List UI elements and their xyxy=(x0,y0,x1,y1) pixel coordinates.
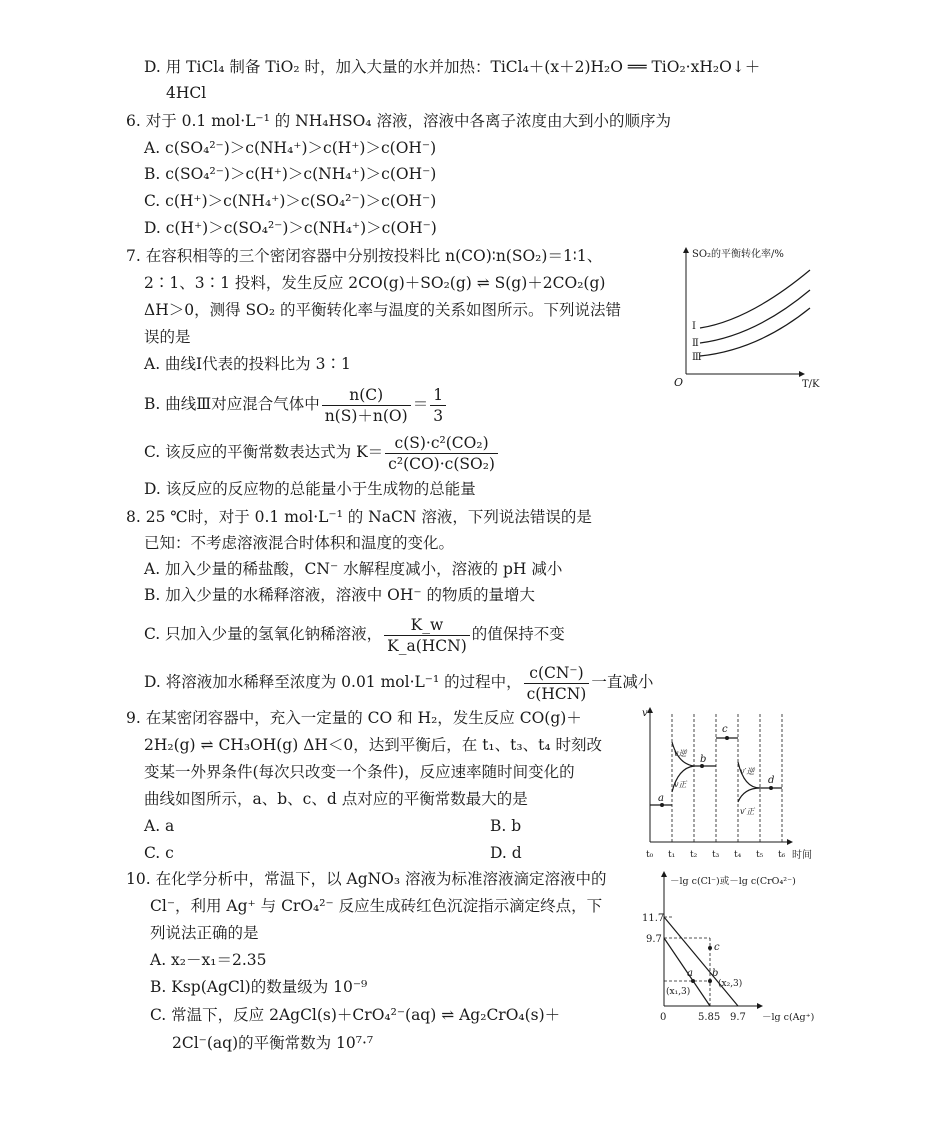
q8-option-c-fraction xyxy=(384,615,470,656)
q9-point-b-label: b xyxy=(700,754,707,765)
q9-option-c: C. c xyxy=(144,844,174,862)
q7-stem-line4: 误的是 xyxy=(144,328,191,346)
q7-option-b-numerator: n(C) xyxy=(322,385,411,406)
q7-option-b-result xyxy=(430,385,446,426)
q10-point-a xyxy=(691,979,695,983)
q9-tick-t5: t₅ xyxy=(756,850,764,860)
q9-tick-t3: t₃ xyxy=(712,850,720,860)
q10-x-label: －lg c(Ag⁺) xyxy=(762,1012,815,1023)
q10-option-b: B. Ksp(AgCl)的数量级为 10⁻⁹ xyxy=(150,978,368,996)
q8-option-d-text: D. 将溶液加水稀释至浓度为 0.01 mol·L⁻¹ 的过程中， xyxy=(144,673,522,691)
q7-option-c xyxy=(144,430,500,474)
q10-stem-line2: Cl⁻，利用 Ag⁺ 与 CrO₄²⁻ 反应生成砖红色沉淀指示滴定终点，下 xyxy=(150,897,603,915)
q9-tick-t6: t₆ xyxy=(778,850,786,860)
q8-option-c-numerator: K_w xyxy=(384,615,470,636)
q7-curve-3-label: Ⅲ xyxy=(692,352,702,363)
q9-y-label: v xyxy=(642,708,648,719)
q8-option-d xyxy=(144,660,653,704)
q9-point-d-label: d xyxy=(768,775,775,786)
q10-option-a: A. x₂－x₁＝2.35 xyxy=(150,951,267,969)
q9-figure xyxy=(638,702,828,864)
q10-stem-line1: 10. 在化学分析中，常温下，以 AgNO₃ 溶液为标准溶液滴定溶液中的 xyxy=(126,870,607,888)
q10-point-c-label: c xyxy=(714,942,720,953)
q9-tick-t1: t₁ xyxy=(668,850,676,860)
q9-v-forward-prime-label: v′正 xyxy=(740,807,755,816)
q10-y-tick-9-7: 9.7 xyxy=(646,934,662,945)
q7-option-c-text: C. 该反应的平衡常数表达式为 K＝ xyxy=(144,443,384,461)
q7-option-b-result-den: 3 xyxy=(433,406,444,425)
q10-figure xyxy=(632,868,832,1028)
q9-tick-t0: t₀ xyxy=(646,850,654,860)
q7-option-b xyxy=(144,382,448,426)
q7-option-b-denominator: n(S)＋n(O) xyxy=(324,406,408,425)
q9-point-a-label: a xyxy=(658,793,664,804)
q8-option-a: A. 加入少量的稀盐酸，CN⁻ 水解程度减小，溶液的 pH 减小 xyxy=(144,560,563,578)
q5-option-d-line1: D. 用 TiCl₄ 制备 TiO₂ 时，加入大量的水并加热：TiCl₄＋(x＋2)H₂O ══ TiO₂·xH₂O↓＋ xyxy=(144,58,761,76)
q7-option-c-numerator: c(S)·c²(CO₂) xyxy=(385,433,498,454)
q8-option-c-suffix: 的值保持不变 xyxy=(471,625,565,643)
q10-stem-line3: 列说法正确的是 xyxy=(150,924,259,942)
q7-option-c-denominator: c²(CO)·c(SO₂) xyxy=(388,454,495,473)
q5-option-d-line2: 4HCl xyxy=(166,84,207,102)
q7-option-b-text: B. 曲线Ⅲ对应混合气体中 xyxy=(144,395,320,413)
q9-v-reverse-label: v逆 xyxy=(674,749,687,758)
q10-x-tick-0: 0 xyxy=(660,1012,667,1023)
q7-stem-line3: ΔH＞0，测得 SO₂ 的平衡转化率与温度的关系如图所示。下列说法错 xyxy=(144,301,621,319)
q10-point-b-label: b xyxy=(712,968,719,979)
q6-option-d: D. c(H⁺)＞c(SO₄²⁻)＞c(NH₄⁺)＞c(OH⁻) xyxy=(144,219,437,237)
q7-figure xyxy=(670,240,830,390)
q9-tick-t2: t₂ xyxy=(690,850,698,860)
q7-curve-3 xyxy=(700,308,810,356)
q7-option-a: A. 曲线Ⅰ代表的投料比为 3∶1 xyxy=(144,355,351,373)
q7-curve-2 xyxy=(700,290,810,343)
q9-point-c-label: c xyxy=(722,724,728,735)
q7-option-d: D. 该反应的反应物的总能量小于生成物的总能量 xyxy=(144,480,476,498)
q9-stem-line2: 2H₂(g) ⇌ CH₃OH(g) ΔH＜0，达到平衡后，在 t₁、t₃、t₄ 时刻改 xyxy=(144,736,602,754)
q10-point-c xyxy=(708,946,712,950)
q7-curve-1-label: Ⅰ xyxy=(692,321,696,332)
q6-option-c: C. c(H⁺)＞c(NH₄⁺)＞c(SO₄²⁻)＞c(OH⁻) xyxy=(144,192,437,210)
q8-option-d-denominator: c(HCN) xyxy=(526,684,587,703)
q9-v-reverse-prime-label: v′逆 xyxy=(740,767,755,776)
q8-stem: 8. 25 ℃时，对于 0.1 mol·L⁻¹ 的 NaCN 溶液，下列说法错误的是 xyxy=(126,508,592,526)
q9-option-d: D. d xyxy=(490,844,522,862)
q8-option-c-text: C. 只加入少量的氢氧化钠稀溶液， xyxy=(144,625,383,643)
q9-x-label: 时间 xyxy=(792,850,812,861)
q9-option-b: B. b xyxy=(490,817,522,835)
q10-x-tick-5-85: 5.85 xyxy=(698,1012,721,1023)
q7-option-b-result-num: 1 xyxy=(430,385,446,406)
q10-point-a-label: a xyxy=(687,968,693,979)
q6-stem: 6. 对于 0.1 mol·L⁻¹ 的 NH₄HSO₄ 溶液，溶液中各离子浓度由大到小的顺序为 xyxy=(126,112,671,130)
q8-option-d-fraction xyxy=(524,663,590,704)
q7-x-label: T/K xyxy=(802,379,820,390)
q10-option-c-line1: C. 常温下，反应 2AgCl(s)＋CrO₄²⁻(aq) ⇌ Ag₂CrO₄(s)＋ xyxy=(150,1006,561,1024)
q8-option-d-numerator: c(CN⁻) xyxy=(524,663,590,684)
q10-point-x1-label: (x₁,3) xyxy=(666,987,691,997)
q10-point-b xyxy=(708,979,712,983)
q9-v-forward-prime-curve xyxy=(738,788,760,802)
q9-tick-t4: t₄ xyxy=(734,850,742,860)
q7-curve-2-label: Ⅱ xyxy=(692,338,699,349)
q7-option-c-fraction xyxy=(385,433,498,474)
q10-point-x2-label: (x₂,3) xyxy=(718,979,743,989)
q9-option-a: A. a xyxy=(144,817,175,835)
q8-option-c xyxy=(144,612,565,656)
q6-option-a: A. c(SO₄²⁻)＞c(NH₄⁺)＞c(H⁺)＞c(OH⁻) xyxy=(144,139,437,157)
q7-option-b-fraction xyxy=(322,385,411,426)
q7-stem-line2: 2∶1、3∶1 投料，发生反应 2CO(g)＋SO₂(g) ⇌ S(g)＋2CO₂(g) xyxy=(144,274,606,292)
q7-stem-line1: 7. 在容积相等的三个密闭容器中分别按投料比 n(CO)∶n(SO₂)＝1∶1、 xyxy=(126,247,603,265)
q9-point-c xyxy=(725,736,729,740)
q8-note: 已知：不考虑溶液混合时体积和温度的变化。 xyxy=(144,534,455,552)
q7-y-label: SO₂的平衡转化率/% xyxy=(692,249,784,260)
q8-option-b: B. 加入少量的水稀释溶液，溶液中 OH⁻ 的物质的量增大 xyxy=(144,586,536,604)
q8-option-d-suffix: 一直减小 xyxy=(591,673,654,691)
q10-option-c-line2: 2Cl⁻(aq)的平衡常数为 10⁷·⁷ xyxy=(172,1034,374,1052)
q7-option-b-equals: ＝ xyxy=(412,395,429,413)
q6-option-b: B. c(SO₄²⁻)＞c(H⁺)＞c(NH₄⁺)＞c(OH⁻) xyxy=(144,165,437,183)
q9-point-d xyxy=(769,786,773,790)
q9-stem-line4: 曲线如图所示，a、b、c、d 点对应的平衡常数最大的是 xyxy=(144,790,528,808)
q10-x-tick-9-7: 9.7 xyxy=(730,1012,746,1023)
q7-origin-label: O xyxy=(674,376,684,389)
q8-option-c-denominator: K_a(HCN) xyxy=(387,636,467,655)
q10-y-tick-11-7: 11.7 xyxy=(642,913,665,924)
q9-stem-line1: 9. 在某密闭容器中，充入一定量的 CO 和 H₂，发生反应 CO(g)＋ xyxy=(126,709,582,727)
q7-curve-1 xyxy=(700,270,810,328)
q9-v-forward-label: v正 xyxy=(674,780,687,789)
q10-y-label: －lg c(Cl⁻)或－lg c(CrO₄²⁻) xyxy=(670,876,796,887)
q9-stem-line3: 变某一外界条件(每次只改变一个条件)，反应速率随时间变化的 xyxy=(144,763,575,781)
